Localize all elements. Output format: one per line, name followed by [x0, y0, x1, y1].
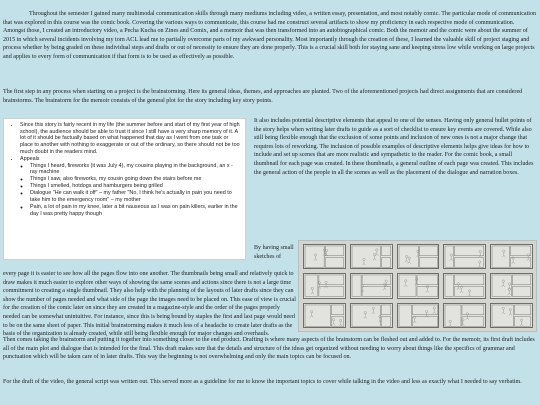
sketch-figure-head [383, 283, 385, 285]
sketch-figure-body [362, 261, 365, 266]
sketch-frame [305, 305, 330, 326]
sketch-figure-head [325, 282, 327, 284]
appeal-item: ◦ Things I saw, also fireworks, my cousin going down the stairs before me [30, 176, 241, 183]
sketch-frame [319, 275, 344, 285]
pencil-sketch [304, 274, 345, 297]
sketch-frame [399, 275, 416, 296]
sketch-figure-head [461, 286, 463, 288]
sketch-figure-body [311, 290, 314, 295]
having-sketches-fragment: By having small sketches of [254, 245, 294, 260]
sketch-figure-body [383, 286, 386, 291]
sketch-figure-body [502, 283, 505, 288]
sketch-figure-head [433, 306, 435, 308]
sketch-figure-body [404, 282, 407, 287]
sketch-figure-head [449, 320, 451, 322]
sketch-frame [319, 287, 344, 297]
sketch-frame [419, 258, 437, 268]
sketch-figure-body [415, 281, 418, 286]
sketch-figure-head [479, 261, 481, 263]
thumbnail-panel [303, 244, 346, 269]
sketch-figure-head [362, 258, 364, 260]
sketch-figure-head [521, 319, 523, 321]
thumbnails-paragraph: every page it is easier to see how all the pages flow into one another. The thumbnails being small and relatively quick to draw makes it much easier to explore other ways of showing the same scenes and actions since there is not a large time commitment to creating a single thumbnail. They also help with the planning of the layouts of later drafts since they can show the number of pages needed and what side of the page the images need to be placed on. This ease of view is crucial for the creation of the comic later on since they are created in a magazine-style and the order of the pages properly needed can be somewhat unintuitive. For instance, since this is being bound by staples the first and last page would need to be on the same sheet of paper. This initial brainstorming makes it much less of a headache to create later drafts as the basis of the organization is already created, while still being flexible enough for major changes and overhauls. [3, 271, 296, 338]
sketch-frame [305, 246, 324, 267]
sketch-frame [362, 287, 391, 297]
intro-paragraph: Throughout the semester I gained many multimodal communication skills through many mediums including video, a written essay, presentation, and most notably comic. The particular mode of communication that was explored in this course was the comic book. Covering the various ways to communicate, this course had me construct several artifacts to show my proficiency in each respective mode of communication. Amongst those, I created an introductory video, a Pecha Kucha on Zines and Comix, and a memoir that was then transformed into an autobiographical comic. Both the memoir and the comic were about the summer of 2015 in which several incidents involving my torn ACL lead me to partially overcome parts of my awkward personality. Most importantly through the creation of these, I learned the valuable skill of project staging and process whether by being graded on these individual steps and drafts or out of necessity to ensure they are done properly. This is a crucial skill both for staying sane and keeping stress low while working on large projects and applies to every form of communication if that form is to be used as effectively as possible. [3, 11, 536, 60]
comic-thumbnail-sketches-image [298, 240, 537, 332]
sketch-frame [412, 316, 437, 326]
thumbnail-panel [303, 303, 346, 328]
descriptive-elements-paragraph: It also includes potential descriptive elements that appeal to one of the senses. Having only general bullet points of the story helps when writing later drafts to guide as a sort of checklist to ensure key events are covered. While also still being flexible enough that the exclusion of some points and inclusion of new ones is not a major change that requires lots of reworking. The inclusion of possible examples of descriptive elements helps give ideas for how to include and set up scenes that are more realistic and sympathetic to the reader. For the comic book, a small thumbnail for each page was created. In these thumbnails, a general outline of each page was created. This includes the general action of the people in all the scenes as well as the placement of the dialogue and narration boxes. [254, 118, 534, 176]
sketch-frame [352, 275, 361, 296]
sketch-frame [515, 305, 531, 315]
sketch-figure-body [372, 309, 375, 314]
thumbnail-panel [350, 244, 393, 269]
sketch-figure-head [314, 254, 316, 256]
thumbnail-panel [490, 273, 533, 298]
brainstorm-bullet-appeals [20, 156, 241, 218]
sketch-frame [399, 305, 411, 326]
video-draft-paragraph: For the draft of the video, the general script was written out. This served more as a guideline for me to know the important topics to cover while talking in the video and less as exactly what I needed to say verbatim. [3, 379, 522, 385]
sketch-frame [513, 287, 531, 297]
brainstorming-paragraph: The first step in any process when starting on a project is the brainstorming. Here its general ideas, themes, and approaches are planted. Two of the aforementioned projects had direct assignments that are considered brainstorms. The brainstorm for the memoir consists of the general plot for the story including key story points. [3, 89, 523, 104]
pencil-sketch [491, 245, 532, 268]
sketch-figure-head [405, 255, 407, 257]
sketch-frame [381, 305, 391, 315]
sketch-figure-body [364, 314, 367, 319]
thumbnail-panel [350, 273, 393, 298]
sketch-frame [492, 305, 514, 326]
sketch-figure-head [372, 307, 374, 309]
sketch-frame [445, 246, 453, 267]
sketch-figure-head [310, 310, 312, 312]
memoir-brainstorm-notes [3, 118, 246, 260]
sketch-figure-body [512, 259, 515, 264]
pencil-sketch [398, 274, 439, 297]
sketch-figure-body [425, 288, 428, 293]
brainstorm-bullet: • Since this story is fairly recent in my life (the summer before and start of my first year of high school), the audience should be able to trust it since I still have a very sharp memory of it. A lot of it should be factually based on what happened that day as I went from one task or place to another with nothing to exaggerate or out of the ordinary, so there should not be too much doubt in the readers mind. [20, 122, 241, 156]
thumbnail-panel [350, 303, 393, 328]
sketch-frame [399, 246, 418, 267]
pencil-sketch [304, 245, 345, 268]
pencil-sketch [444, 245, 485, 268]
sketch-figure-head [311, 288, 313, 290]
sketch-frame [331, 316, 343, 326]
sketch-figure-head [425, 310, 427, 312]
thumbnail-panel [397, 303, 440, 328]
sketch-figure-body [466, 315, 469, 320]
sketch-frame [325, 246, 344, 256]
sketch-figure-body [520, 321, 523, 326]
sketch-figure-body [509, 310, 512, 315]
thumbnail-panel [397, 273, 440, 298]
sketch-figure-body [527, 256, 530, 261]
sketch-frame [455, 275, 484, 285]
sketch-frame [462, 305, 484, 315]
pencil-sketch [351, 304, 392, 327]
sketch-figure-body [323, 251, 326, 256]
sketch-frame [515, 316, 531, 326]
thumbnail-panel [303, 273, 346, 298]
pencil-sketch [444, 304, 485, 327]
sketch-frame [352, 246, 381, 267]
sketch-figure-head [318, 282, 320, 284]
sketch-figure-head [502, 280, 504, 282]
sketch-figure-body [479, 253, 482, 258]
sketch-figure-body [460, 289, 463, 294]
sketch-figure-body [332, 320, 335, 325]
sketch-figure-body [416, 252, 419, 257]
sketch-figure-head [373, 253, 375, 255]
sketch-figure-head [339, 319, 341, 321]
drafting-paragraph: Then comes taking the brainstorm and putting it together into something closer to the end product. Drafting is where many aspects of the brainstorm can be fleshed out and added to. For the memoir, its first draft includes all of the main plot and dialogue that is intended for the final. This draft makes sure that the details and structure of the ideas get organized without needing to worry about things like the specifics of grammar and punctuation which will be taken care of in later drafts. This way the beginning is not overwhelming and only the main topics can be focused on. [3, 337, 535, 361]
pencil-sketch [398, 304, 439, 327]
appeal-item: ◦ Things I smelled, hotdogs and hamburgers being grilled [30, 183, 241, 190]
appeal-item: ◦ Dialogue "He can walk it off" – my father "No, I think he's actually in pain you need to take him to the emergency room" – my mother [30, 190, 241, 203]
sketch-frame [513, 275, 531, 285]
sketch-frame [417, 275, 438, 285]
sketch-figure-head [509, 283, 511, 285]
pencil-sketch [304, 304, 345, 327]
sketch-figure-body [413, 318, 416, 323]
thumbnail-panel [397, 244, 440, 269]
sketch-frame [492, 246, 509, 267]
thumbnail-panel [443, 244, 486, 269]
pencil-sketch [351, 245, 392, 268]
sketch-figure-head [479, 250, 481, 252]
sketch-figure-body [373, 256, 376, 261]
sketch-frame [419, 246, 437, 256]
sketch-figure-head [416, 250, 418, 252]
pencil-sketch [351, 274, 392, 297]
sketch-frame [325, 258, 344, 268]
pencil-sketch [398, 245, 439, 268]
sketch-figure-head [503, 250, 505, 252]
sketch-frame [511, 246, 531, 256]
sketch-frame [381, 258, 390, 268]
sketch-frame [381, 246, 390, 256]
sketch-figure-body [432, 309, 435, 314]
sketch-frame [445, 275, 453, 296]
thumbnail-panel [443, 273, 486, 298]
sketch-figure-head [375, 249, 377, 251]
sketch-frame [331, 305, 343, 315]
sketch-figure-body [468, 292, 471, 297]
pencil-sketch [444, 274, 485, 297]
sketch-figure-head [450, 254, 452, 256]
sketch-figure-body [407, 259, 410, 264]
sketch-figure-body [314, 256, 317, 261]
sketch-frame [381, 316, 391, 326]
sketch-figure-body [502, 252, 505, 257]
sketch-figure-head [364, 311, 366, 313]
pencil-sketch [491, 304, 532, 327]
sketch-figure-head [512, 257, 514, 259]
sketch-figure-body [450, 256, 453, 261]
sketch-figure-body [508, 291, 511, 296]
sketch-figure-head [502, 307, 504, 309]
sketch-figure-body [339, 321, 342, 326]
sketch-figure-head [332, 318, 334, 320]
sketch-figure-head [408, 257, 410, 259]
thumbnail-panel [490, 244, 533, 269]
thumbnail-panel [490, 303, 533, 328]
thumbnail-grid [303, 244, 533, 328]
sketch-figure-body [405, 258, 408, 263]
sketch-figure-head [385, 280, 387, 282]
sketch-frame [462, 316, 484, 326]
sketch-figure-body [508, 285, 511, 290]
sketch-figure-body [310, 312, 313, 317]
appeals-label: Appeals [20, 155, 40, 162]
sketch-figure-body [502, 309, 505, 314]
sketch-frame [305, 275, 318, 296]
sketch-frame [492, 275, 511, 296]
appeal-item: ◦ Pain, a lot of pain in my knee, later a bit nauseous as I was on pain killers, earlier in the day I was pretty happy though [30, 204, 241, 217]
pencil-sketch [491, 274, 532, 297]
sketch-frame [412, 305, 437, 315]
sketch-figure-body [375, 251, 378, 256]
thumbnail-panel [443, 303, 486, 328]
sketch-frame [352, 305, 380, 326]
sketch-frame [455, 258, 484, 268]
sketch-figure-head [404, 280, 406, 282]
sketch-figure-body [457, 285, 460, 290]
appeal-item: ◦ Things I heard, fireworks (it was July 4), my cousins playing in the background, an x - ray machine [30, 163, 241, 176]
sketch-figure-body [325, 284, 328, 289]
sketch-figure-head [509, 308, 511, 310]
sketch-frame [445, 305, 461, 326]
sketch-figure-head [469, 290, 471, 292]
